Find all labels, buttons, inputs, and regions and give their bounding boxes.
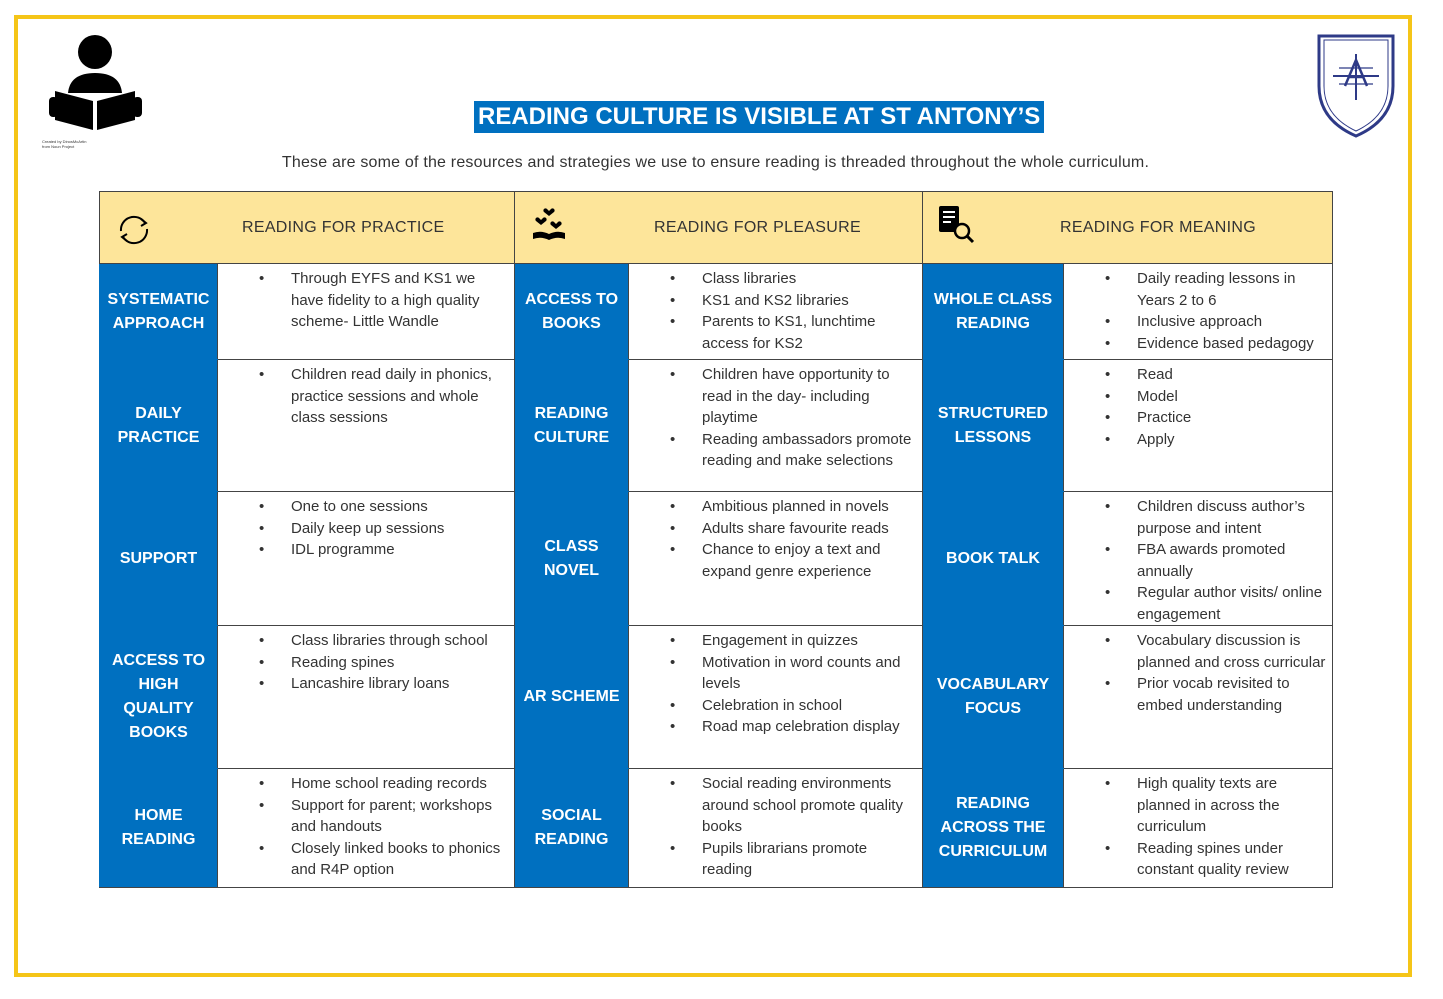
row-label: SYSTEMATIC APPROACH: [100, 264, 218, 360]
bullet-cell: [629, 492, 923, 626]
bullet-cell: [629, 264, 923, 360]
bullet-cell: [218, 264, 515, 360]
list-item: • Parents to KS1, lunchtime access for KS2: [702, 311, 916, 354]
bullet-cell: [218, 492, 515, 626]
bullet-cell: [629, 626, 923, 769]
list-item: • Reading spines under constant quality review: [1137, 838, 1326, 881]
list-item: • Read: [1137, 364, 1326, 386]
bullet-cell: [218, 626, 515, 769]
column-header-meaning: [923, 192, 1333, 264]
bullet-cell: [1064, 264, 1333, 360]
list-item: • Through EYFS and KS1 we have fidelity to a high quality scheme- Little Wandle: [291, 268, 508, 333]
column-heading: READING FOR PLEASURE: [654, 218, 861, 236]
list-item: • Daily keep up sessions: [291, 518, 508, 540]
list-item: • Motivation in word counts and levels: [702, 652, 916, 695]
reading-strategies-table: [99, 191, 1333, 888]
list-item: • Ambitious planned in novels: [702, 496, 916, 518]
page-subtitle: These are some of the resources and strategies we use to ensure reading is threaded throughout the whole curriculum.: [281, 154, 1150, 171]
column-heading: READING FOR PRACTICE: [242, 218, 445, 236]
list-item: • Support for parent; workshops and handouts: [291, 795, 508, 838]
credit-line: from Noun Project: [42, 144, 75, 149]
school-crest-logo: [1307, 20, 1405, 142]
bullet-cell: [1064, 492, 1333, 626]
row-label: VOCABULARY FOCUS: [923, 626, 1064, 769]
row-label: ACCESS TO BOOKS: [515, 264, 629, 360]
list-item: • Road map celebration display: [702, 716, 916, 738]
row-label: READING ACROSS THE CURRICULUM: [923, 769, 1064, 888]
table-row: [100, 360, 1333, 492]
list-item: • Evidence based pedagogy: [1137, 333, 1326, 355]
list-item: • Reading ambassadors promote reading and make selections: [702, 429, 916, 472]
column-header-pleasure: [515, 192, 923, 264]
list-item: • IDL programme: [291, 539, 508, 561]
list-item: • Home school reading records: [291, 773, 508, 795]
bullet-cell: [1064, 769, 1333, 888]
list-item: • Apply: [1137, 429, 1326, 451]
list-item: • Vocabulary discussion is planned and cross curricular: [1137, 630, 1326, 673]
bullet-cell: [218, 769, 515, 888]
column-heading: READING FOR MEANING: [1060, 218, 1256, 236]
list-item: • Pupils librarians promote reading: [702, 838, 916, 881]
bullet-cell: [629, 769, 923, 888]
hearts-book-icon: [529, 206, 569, 242]
list-item: • Inclusive approach: [1137, 311, 1326, 333]
row-label: READING CULTURE: [515, 360, 629, 492]
credit-line: Created by DinosMcArtin: [42, 139, 87, 144]
list-item: • Practice: [1137, 407, 1326, 429]
icon-credit: [42, 139, 86, 149]
row-label: SUPPORT: [100, 492, 218, 626]
list-item: • Engagement in quizzes: [702, 630, 916, 652]
row-label: SOCIAL READING: [515, 769, 629, 888]
table-row: [100, 492, 1333, 626]
list-item: • Chance to enjoy a text and expand genre experience: [702, 539, 916, 582]
row-label: WHOLE CLASS READING: [923, 264, 1064, 360]
list-item: • KS1 and KS2 libraries: [702, 290, 916, 312]
column-header-practice: [100, 192, 515, 264]
table-row: [100, 264, 1333, 360]
list-item: • Closely linked books to phonics and R4P option: [291, 838, 508, 881]
list-item: • FBA awards promoted annually: [1137, 539, 1326, 582]
list-item: • Celebration in school: [702, 695, 916, 717]
row-label: STRUCTURED LESSONS: [923, 360, 1064, 492]
list-item: • Class libraries through school: [291, 630, 508, 652]
list-item: • Children have opportunity to read in the day- including playtime: [702, 364, 916, 429]
cycle-icon: [114, 212, 154, 248]
row-label: BOOK TALK: [923, 492, 1064, 626]
bullet-cell: [1064, 626, 1333, 769]
list-item: • High quality texts are planned in across the curriculum: [1137, 773, 1326, 838]
list-item: • Social reading environments around school promote quality books: [702, 773, 916, 838]
list-item: • Model: [1137, 386, 1326, 408]
page-title: READING CULTURE IS VISIBLE AT ST ANTONY’S: [474, 101, 1044, 133]
row-label: AR SCHEME: [515, 626, 629, 769]
document-search-icon: [937, 204, 977, 244]
bullet-cell: [218, 360, 515, 492]
list-item: • Class libraries: [702, 268, 916, 290]
bullet-cell: [1064, 360, 1333, 492]
list-item: • Children discuss author’s purpose and intent: [1137, 496, 1326, 539]
list-item: • Regular author visits/ online engagement: [1137, 582, 1326, 625]
bullet-cell: [629, 360, 923, 492]
row-label: HOME READING: [100, 769, 218, 888]
table-header-row: [100, 192, 1333, 264]
list-item: • Prior vocab revisited to embed understanding: [1137, 673, 1326, 716]
list-item: • One to one sessions: [291, 496, 508, 518]
row-label: DAILY PRACTICE: [100, 360, 218, 492]
list-item: • Reading spines: [291, 652, 508, 674]
table-row: [100, 769, 1333, 888]
row-label: CLASS NOVEL: [515, 492, 629, 626]
list-item: • Children read daily in phonics, practice sessions and whole class sessions: [291, 364, 508, 429]
list-item: • Daily reading lessons in Years 2 to 6: [1137, 268, 1326, 311]
list-item: • Adults share favourite reads: [702, 518, 916, 540]
row-label: ACCESS TO HIGH QUALITY BOOKS: [100, 626, 218, 769]
person-reading-icon: [48, 33, 144, 133]
list-item: • Lancashire library loans: [291, 673, 508, 695]
table-row: [100, 626, 1333, 769]
